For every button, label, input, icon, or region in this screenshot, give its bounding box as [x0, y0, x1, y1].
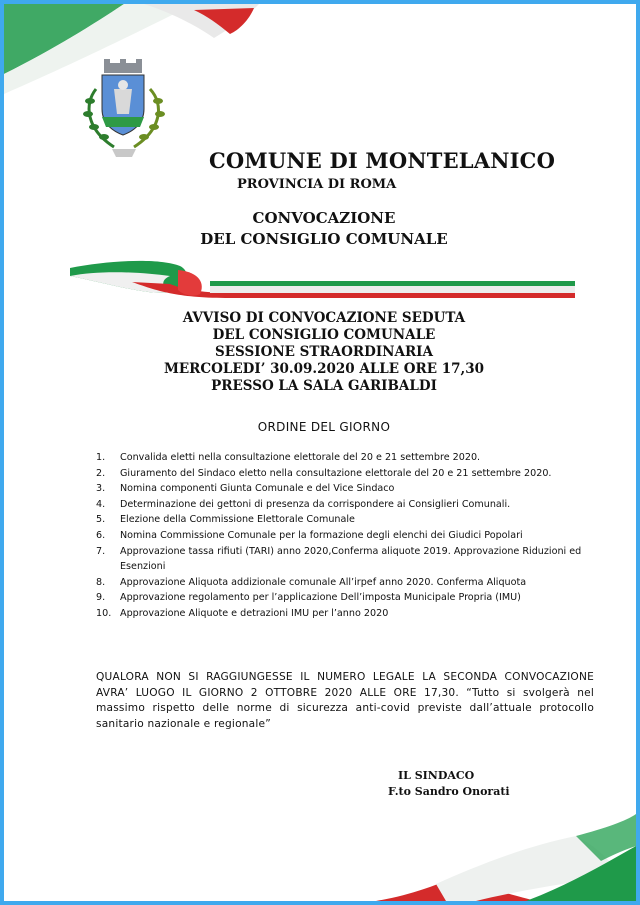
agenda-item-number: 7.: [96, 545, 106, 557]
agenda-item-text: Nomina componenti Giunta Comunale e del Vice Sindaco: [120, 483, 395, 495]
avviso-line: MERCOLEDI’ 30.09.2020 ALLE ORE 17,30: [163, 361, 485, 377]
agenda-item-number: 3.: [96, 483, 106, 495]
signature-name: F.to Sandro Onorati: [388, 785, 510, 798]
agenda-item: [96, 497, 596, 513]
agenda-item-text: Approvazione regolamento per l’applicazione Dell’imposta Municipale Propria (IMU): [120, 592, 521, 604]
convocazione-title: CONVOCAZIONE: [252, 209, 396, 227]
agenda-item-number: 2.: [96, 467, 106, 479]
avviso-line: PRESSO LA SALA GARIBALDI: [211, 378, 437, 394]
agenda-item-text: Elezione della Commissione Elettorale Comunale: [120, 514, 355, 526]
avviso-line: SESSIONE STRAORDINARIA: [215, 344, 433, 360]
avviso-line: DEL CONSIGLIO COMUNALE: [212, 327, 436, 343]
agenda-item: [96, 590, 596, 606]
agenda-item-text: Approvazione Aliquota addizionale comunale All’irpef anno 2020. Conferma Aliquota: [120, 576, 527, 588]
avviso-line: AVVISO DI CONVOCAZIONE SEDUTA: [182, 310, 466, 326]
agenda-item: [96, 466, 596, 482]
signature-role: IL SINDACO: [398, 769, 475, 782]
agenda-item-number: 5.: [96, 514, 106, 526]
agenda-item: [96, 450, 596, 466]
comune-title: COMUNE DI MONTELANICO: [209, 148, 556, 173]
agenda-item-text: Approvazione tassa rifiuti (TARI) anno 2020,Conferma aliquote 2019. Approvazione Riduzioni ed Esenzioni: [120, 545, 582, 573]
agenda-item-number: 9.: [96, 592, 106, 604]
agenda-item-number: 4.: [96, 498, 106, 510]
agenda-item-number: 10.: [96, 607, 112, 619]
agenda-item-text: Determinazione dei gettoni di presenza da corrispondere ai Consiglieri Comunali.: [120, 498, 511, 510]
tricolor-swoosh-bottom: [376, 806, 636, 901]
seconda-convocazione-notice: QUALORA NON SI RAGGIUNGESSE IL NUMERO LEGALE LA SECONDA CONVOCAZIONE AVRA’ LUOGO IL GIORNO 2 OTTOBRE 2020 ALLE ORE 17,30. “Tutto si svolgerà nel massimo rispetto delle norme di sicurezza anti-covid previste dall’attuale protocollo sanitario nazionale e regionale”: [96, 671, 594, 730]
tricolor-ribbon: [70, 258, 580, 302]
agenda-item-number: 6.: [96, 529, 106, 541]
agenda-item: [96, 512, 596, 528]
municipal-crest-icon: [74, 59, 174, 164]
agenda-item: [96, 606, 596, 622]
agenda-item-text: Convalida eletti nella consultazione elettorale del 20 e 21 settembre 2020.: [120, 452, 481, 463]
agenda-item: [96, 575, 596, 591]
agenda-item-text: Giuramento del Sindaco eletto nella consultazione elettorale del 20 e 21 settembre 2020.: [120, 467, 552, 479]
agenda-item-number: 1.: [96, 452, 106, 463]
ordine-del-giorno-title: ORDINE DEL GIORNO: [257, 420, 391, 434]
agenda-item: [96, 544, 596, 575]
agenda-item: [96, 481, 596, 497]
provincia-subtitle: PROVINCIA DI ROMA: [237, 177, 397, 192]
convocazione-subtitle: DEL CONSIGLIO COMUNALE: [200, 230, 448, 248]
agenda-item-number: 8.: [96, 576, 106, 588]
agenda-item-text: Approvazione Aliquote e detrazioni IMU per l’anno 2020: [120, 607, 389, 619]
agenda-item-text: Nomina Commissione Comunale per la formazione degli elenchi dei Giudici Popolari: [120, 529, 523, 541]
avviso-block: [104, 310, 544, 395]
agenda-list: [96, 450, 596, 622]
agenda-item: [96, 528, 596, 544]
